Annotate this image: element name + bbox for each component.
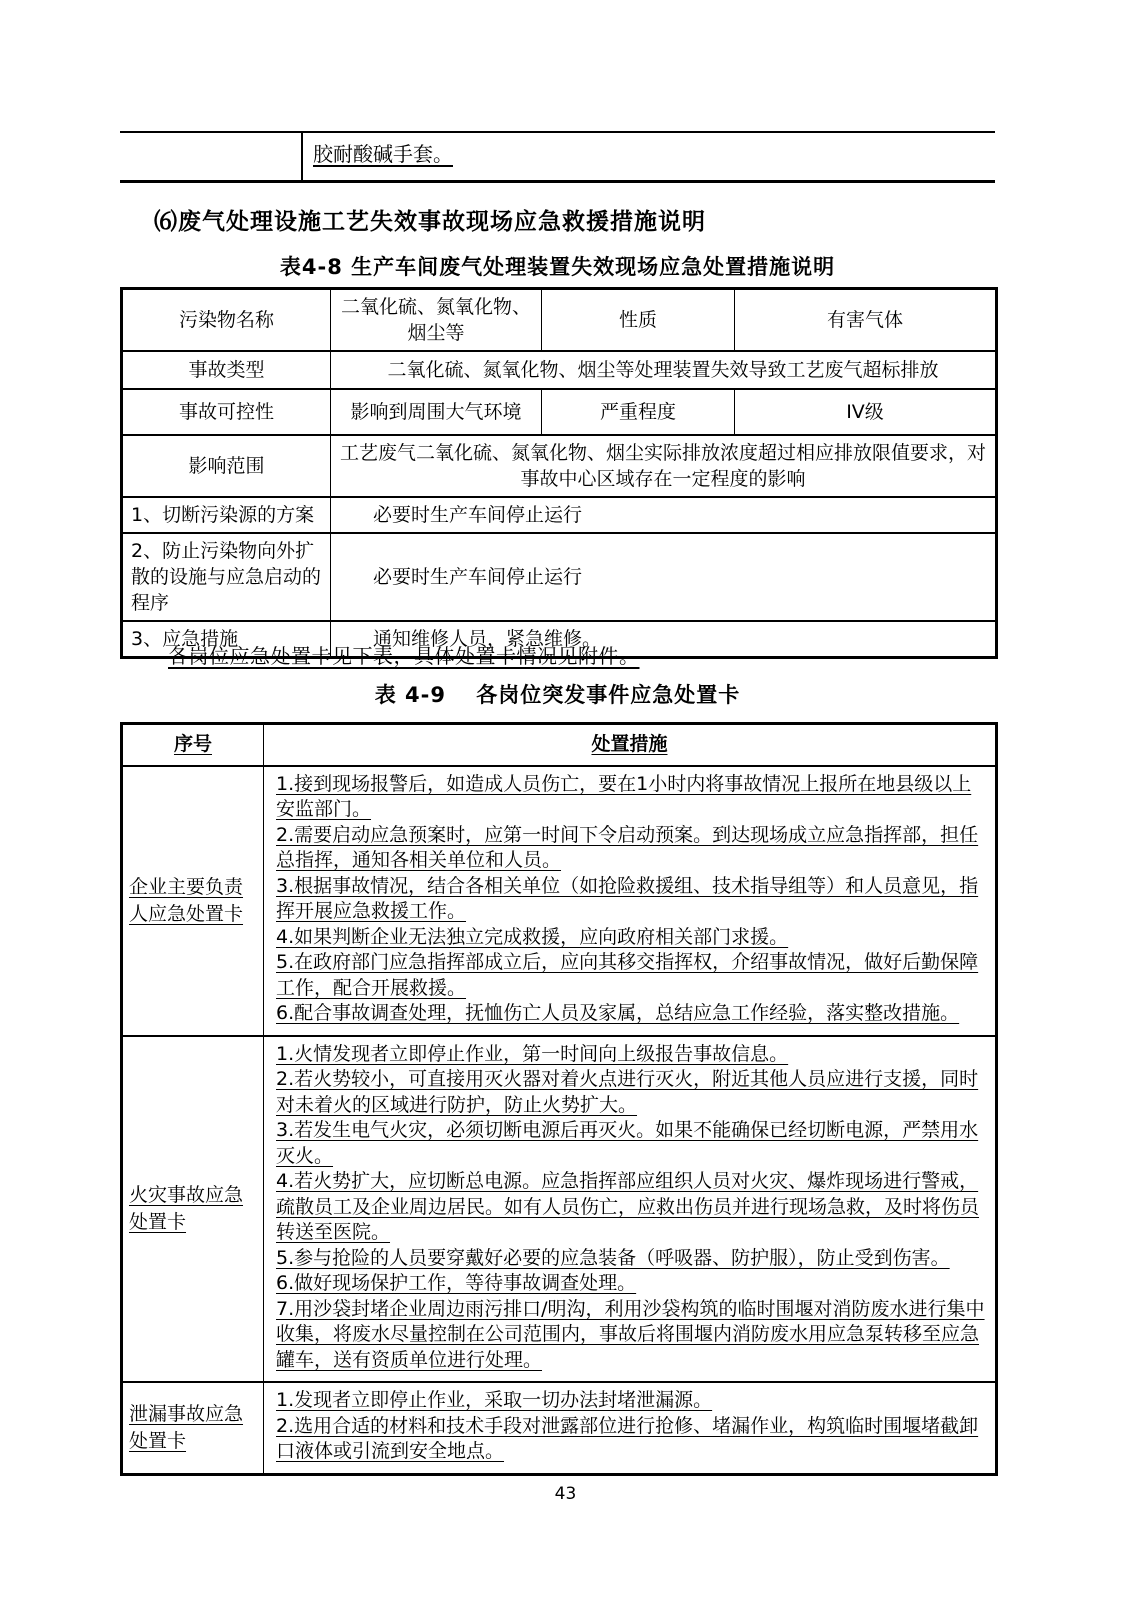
t48-r2-c1: 事故类型 [122, 351, 331, 389]
intro-paragraph-text: 各岗位应急处置卡见下表，具体处置卡情况见附件。 [168, 644, 640, 668]
table-header-row [122, 724, 997, 766]
table-row [122, 1036, 997, 1383]
fragment-empty-cell [120, 133, 303, 180]
measure-item: 1.接到现场报警后，如造成人员伤亡，要在1小时内将事故情况上报所在地县级以上安监部门。 [276, 772, 972, 820]
page-number: 43 [554, 1484, 577, 1504]
table-4-9-title: 表 4-9 各岗位突发事件应急处置卡 [374, 683, 741, 707]
measure-item: 4.若火势扩大，应切断总电源。应急指挥部应组织人员对火灾、爆炸现场进行警戒，疏散员工及企业周边居民。如有人员伤亡，应救出伤员并进行现场急救，及时将伤员转送至医院。 [276, 1170, 980, 1243]
table-row [122, 435, 997, 497]
table-4-9 [120, 722, 998, 1476]
measure-item: 6.做好现场保护工作，等待事故调查处理。 [276, 1272, 637, 1294]
t48-r7-c2: 通知维修人员，紧急维修。 [331, 621, 997, 658]
t48-r2-c2: 二氧化硫、氮氧化物、烟尘等处理装置失效导致工艺废气超标排放 [331, 351, 997, 389]
t49-row3-label: 泄漏事故应急处置卡 [129, 1402, 244, 1452]
t49-row2-label-cell [122, 1036, 264, 1383]
table-4-8 [120, 287, 998, 659]
table-row [122, 389, 997, 435]
measure-item: 3.根据事故情况，结合各相关单位（如抢险救援组、技术指导组等）和人员意见，指挥开展应急救援工作。 [276, 874, 979, 922]
measure-item: 1.发现者立即停止作业，采取一切办法封堵泄漏源。 [276, 1389, 713, 1411]
t48-r1-c2: 二氧化硫、氮氧化物、烟尘等 [331, 289, 542, 352]
table-row [122, 351, 997, 389]
t48-r7-c1: 3、应急措施 [122, 621, 331, 658]
table-row [122, 766, 997, 1036]
t48-r6-c2: 必要时生产车间停止运行 [331, 533, 997, 621]
previous-page-table-fragment [120, 131, 995, 183]
t48-r6-c1: 2、防止污染物向外扩散的设施与应急启动的程序 [122, 533, 331, 621]
table-row [122, 497, 997, 533]
t48-r4-c2: 工艺废气二氧化硫、氮氧化物、烟尘实际排放浓度超过相应排放限值要求，对事故中心区域存在一定程度的影响 [331, 435, 997, 497]
t49-row2-label: 火灾事故应急处置卡 [129, 1183, 244, 1233]
t49-row3-label-cell [122, 1382, 264, 1474]
table-4-8-title: 表4-8 生产车间废气处理装置失效现场应急处置措施说明 [279, 255, 836, 279]
measure-item: 6.配合事故调查处理，抚恤伤亡人员及家属，总结应急工作经验，落实整改措施。 [276, 1002, 960, 1024]
measure-item: 2.需要启动应急预案时，应第一时间下令启动预案。到达现场成立应急指挥部，担任总指挥，通知各相关单位和人员。 [276, 823, 979, 871]
t48-r3-c4: IV级 [735, 389, 997, 435]
t48-r3-c3: 严重程度 [542, 389, 735, 435]
t49-row2-measures-cell [264, 1036, 997, 1383]
measure-item: 2.若火势较小，可直接用灭火器对着火点进行灭火，附近其他人员应进行支援，同时对未着火的区域进行防护，防止火势扩大。 [276, 1068, 979, 1116]
t48-r4-c1: 影响范围 [122, 435, 331, 497]
t49-row1-measures-cell [264, 766, 997, 1036]
t48-r1-c1: 污染物名称 [122, 289, 331, 352]
measure-item: 3.若发生电气火灾，必须切断电源后再灭火。如果不能确保已经切断电源，严禁用水灭火。 [276, 1119, 979, 1167]
t49-row1-label: 企业主要负责人应急处置卡 [129, 875, 244, 925]
t48-r3-c1: 事故可控性 [122, 389, 331, 435]
measure-item: 4.如果判断企业无法独立完成救援，应向政府相关部门求援。 [276, 925, 789, 948]
measure-item: 7.用沙袋封堵企业周边雨污排口/明沟，利用沙袋构筑的临时围堰对消防废水进行集中收集，将废水尽量控制在公司范围内，事故后将围堰内消防废水用应急泵转移至应急罐车，送有资质单位进行处理。 [276, 1297, 985, 1371]
t49-row1-label-cell [122, 766, 264, 1036]
t49-header-seq: 序号 [122, 724, 264, 766]
measure-item: 2.选用合适的材料和技术手段对泄露部位进行抢修、堵漏作业，构筑临时围堰堵截卸口液体或引流到安全地点。 [276, 1414, 979, 1462]
measure-item: 5.参与抢险的人员要穿戴好必要的应急装备（呼吸器、防护服），防止受到伤害。 [276, 1246, 950, 1269]
measure-item: 5.在政府部门应急指挥部成立后，应向其移交指挥权，介绍事故情况，做好后勤保障工作，配合开展救援。 [276, 951, 979, 999]
t48-r3-c2: 影响到周围大气环境 [331, 389, 542, 435]
fragment-text: 胶耐酸碱手套。 [313, 142, 453, 166]
t48-r5-c1: 1、切断污染源的方案 [122, 497, 331, 533]
fragment-text-cell [303, 133, 995, 180]
t49-header-measures: 处置措施 [264, 724, 997, 766]
t48-r1-c3: 性质 [542, 289, 735, 352]
t49-row3-measures-cell [264, 1382, 997, 1474]
section-heading: ⑹废气处理设施工艺失效事故现场应急救援措施说明 [154, 209, 706, 235]
table-row [122, 1382, 997, 1474]
intro-paragraph [168, 640, 640, 669]
measure-item: 1.火情发现者立即停止作业，第一时间向上级报告事故信息。 [276, 1042, 789, 1065]
t48-r5-c2: 必要时生产车间停止运行 [331, 497, 997, 533]
t48-r1-c4: 有害气体 [735, 289, 997, 352]
table-row [122, 533, 997, 621]
table-row [122, 289, 997, 352]
